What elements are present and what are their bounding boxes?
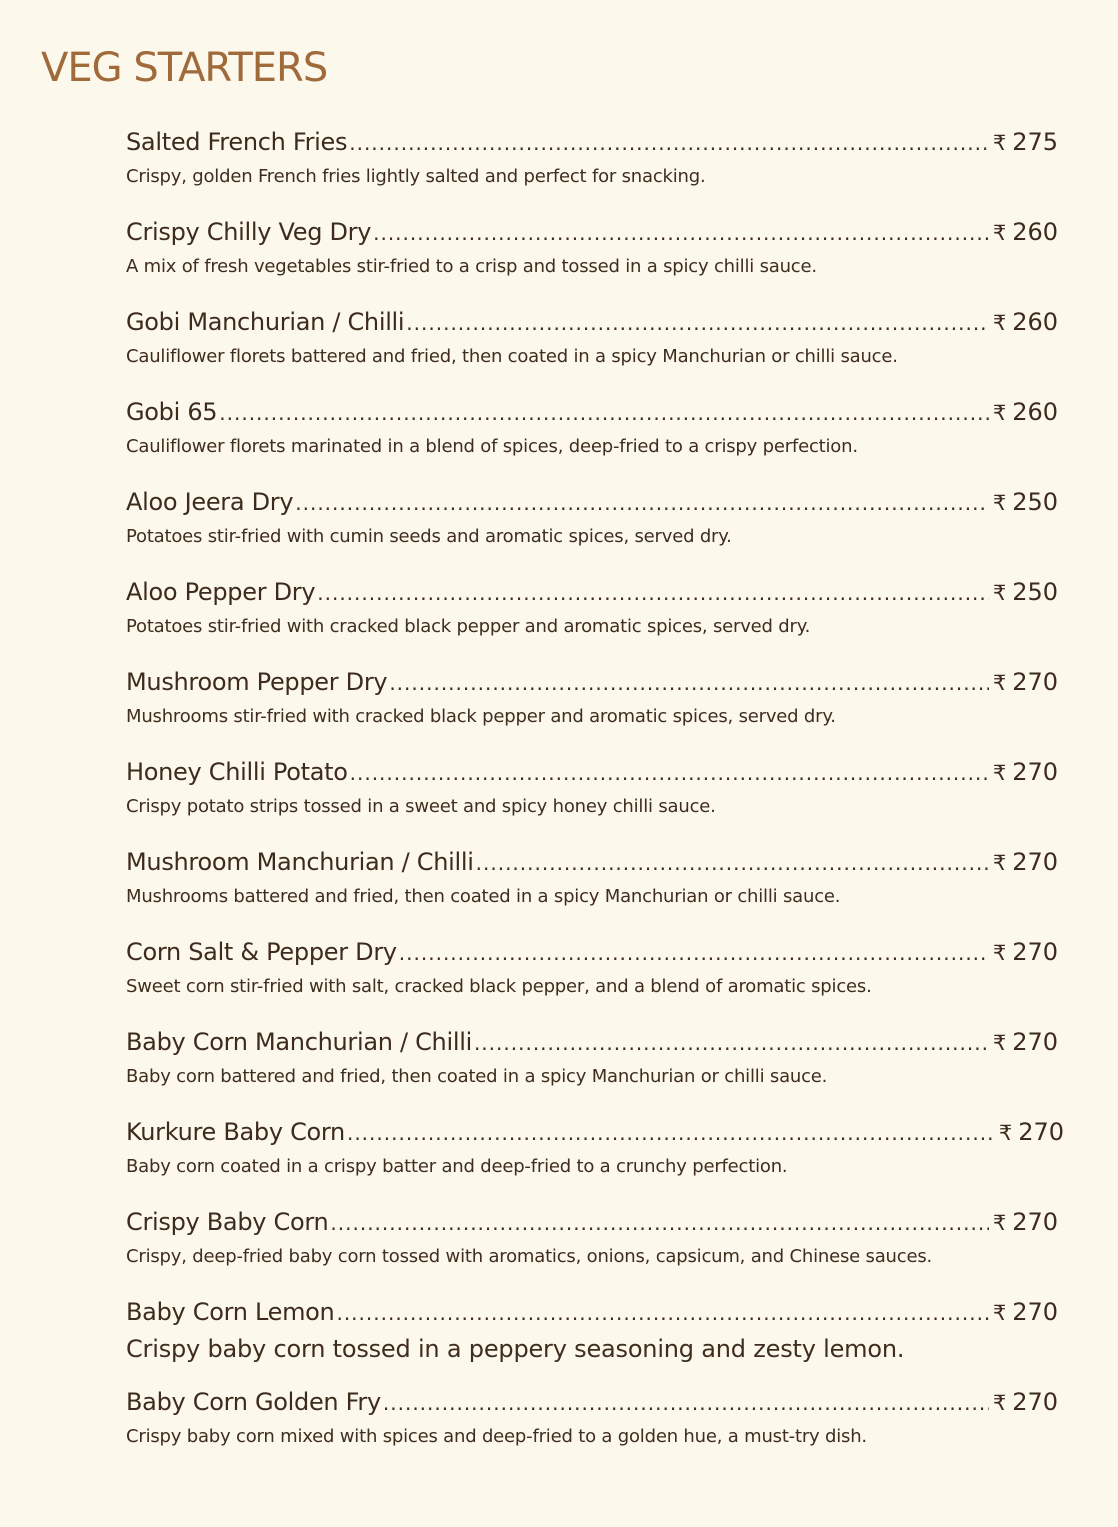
rupee-symbol: ₹ — [992, 671, 1007, 695]
menu-item-corn-salt-pepper-dry — [126, 938, 1058, 1028]
dot-leader — [330, 1211, 988, 1235]
dot-leader — [406, 311, 989, 335]
menu-item-mushroom-pepper-dry — [126, 668, 1058, 758]
item-description: Potatoes stir-fried with cumin seeds and aromatic spices, served dry. — [126, 526, 732, 547]
price-value: 270 — [1012, 668, 1058, 696]
menu-item-kurkure-baby-corn — [126, 1118, 1064, 1208]
price-value: 260 — [1012, 398, 1058, 426]
item-name: Mushroom Manchurian / Chilli — [126, 848, 474, 876]
item-price — [993, 938, 1058, 966]
item-name: Gobi Manchurian / Chilli — [126, 308, 405, 336]
dot-leader — [295, 491, 989, 515]
dot-leader — [476, 851, 989, 875]
rupee-symbol: ₹ — [992, 1301, 1007, 1325]
dot-leader — [373, 221, 989, 245]
item-name: Aloo Pepper Dry — [126, 578, 316, 606]
item-name: Kurkure Baby Corn — [126, 1118, 345, 1146]
item-name: Crispy Baby Corn — [126, 1208, 329, 1236]
dot-leader — [336, 1301, 988, 1325]
price-value: 270 — [1018, 1118, 1064, 1146]
item-price — [993, 578, 1058, 606]
item-price — [993, 1208, 1058, 1236]
menu-item-gobi-manchurian-chilli — [126, 308, 1058, 398]
item-price — [999, 1118, 1064, 1146]
dot-leader — [383, 1391, 989, 1415]
item-price — [993, 218, 1058, 246]
item-description: Sweet corn stir-fried with salt, cracked black pepper, and a blend of aromatic spices. — [126, 976, 872, 997]
item-price — [993, 668, 1058, 696]
dot-leader — [347, 1121, 995, 1145]
rupee-symbol: ₹ — [992, 1391, 1007, 1415]
item-name: Baby Corn Golden Fry — [126, 1388, 381, 1416]
item-price — [993, 758, 1058, 786]
menu-item-crispy-chilly-veg-dry — [126, 218, 1058, 308]
price-value: 260 — [1012, 218, 1058, 246]
rupee-symbol: ₹ — [992, 491, 1007, 515]
item-price — [993, 128, 1058, 156]
price-value: 250 — [1012, 578, 1058, 606]
item-description: Crispy baby corn tossed in a peppery seasoning and zesty lemon. — [126, 1335, 905, 1363]
item-description: Crispy baby corn mixed with spices and deep-fried to a golden hue, a must-try dish. — [126, 1426, 867, 1447]
dot-leader — [399, 941, 989, 965]
menu-item-baby-corn-manchurian-chilli — [126, 1028, 1058, 1118]
rupee-symbol: ₹ — [992, 221, 1007, 245]
item-price — [993, 1028, 1058, 1056]
item-description: Mushrooms battered and fried, then coated in a spicy Manchurian or chilli sauce. — [126, 886, 841, 907]
item-name: Crispy Chilly Veg Dry — [126, 218, 372, 246]
rupee-symbol: ₹ — [992, 131, 1007, 155]
item-description: Crispy, golden French fries lightly salted and perfect for snacking. — [126, 166, 706, 187]
menu-item-aloo-jeera-dry — [126, 488, 1058, 578]
item-description: Baby corn battered and fried, then coated in a spicy Manchurian or chilli sauce. — [126, 1066, 828, 1087]
item-name: Baby Corn Lemon — [126, 1298, 335, 1326]
rupee-symbol: ₹ — [992, 581, 1007, 605]
rupee-symbol: ₹ — [992, 1211, 1007, 1235]
item-description: Cauliflower florets marinated in a blend of spices, deep-fried to a crispy perfection. — [126, 436, 858, 457]
menu-item-aloo-pepper-dry — [126, 578, 1058, 668]
item-price — [993, 488, 1058, 516]
menu-item-mushroom-manchurian-chilli — [126, 848, 1058, 938]
item-description: Baby corn coated in a crispy batter and deep-fried to a crunchy perfection. — [126, 1156, 788, 1177]
rupee-symbol: ₹ — [992, 761, 1007, 785]
item-description: A mix of fresh vegetables stir-fried to a crisp and tossed in a spicy chilli sauce. — [126, 256, 817, 277]
rupee-symbol: ₹ — [998, 1121, 1013, 1145]
menu-item-gobi-65 — [126, 398, 1058, 488]
price-value: 270 — [1012, 848, 1058, 876]
dot-leader — [219, 401, 989, 425]
menu-items-list — [126, 128, 1064, 1478]
item-description: Crispy potato strips tossed in a sweet and spicy honey chilli sauce. — [126, 796, 716, 817]
dot-leader — [474, 1031, 989, 1055]
item-price — [993, 1298, 1058, 1326]
item-description: Mushrooms stir-fried with cracked black pepper and aromatic spices, served dry. — [126, 706, 836, 727]
price-value: 260 — [1012, 308, 1058, 336]
price-value: 250 — [1012, 488, 1058, 516]
item-price — [993, 1388, 1058, 1416]
item-name: Salted French Fries — [126, 128, 348, 156]
rupee-symbol: ₹ — [992, 401, 1007, 425]
item-name: Aloo Jeera Dry — [126, 488, 294, 516]
menu-item-salted-french-fries — [126, 128, 1058, 218]
item-price — [993, 308, 1058, 336]
price-value: 270 — [1012, 1028, 1058, 1056]
item-name: Mushroom Pepper Dry — [126, 668, 388, 696]
menu-item-baby-corn-golden-fry — [126, 1388, 1058, 1478]
item-price — [993, 398, 1058, 426]
price-value: 270 — [1012, 938, 1058, 966]
rupee-symbol: ₹ — [992, 941, 1007, 965]
menu-item-baby-corn-lemon — [126, 1298, 1058, 1388]
price-value: 270 — [1012, 1388, 1058, 1416]
price-value: 270 — [1012, 758, 1058, 786]
rupee-symbol: ₹ — [992, 311, 1007, 335]
item-name: Gobi 65 — [126, 398, 218, 426]
item-name: Baby Corn Manchurian / Chilli — [126, 1028, 472, 1056]
price-value: 275 — [1012, 128, 1058, 156]
menu-item-crispy-baby-corn — [126, 1208, 1058, 1298]
rupee-symbol: ₹ — [992, 851, 1007, 875]
dot-leader — [349, 131, 989, 155]
dot-leader — [350, 761, 989, 785]
item-name: Corn Salt & Pepper Dry — [126, 938, 397, 966]
price-value: 270 — [1012, 1298, 1058, 1326]
menu-item-honey-chilli-potato — [126, 758, 1058, 848]
item-name: Honey Chilli Potato — [126, 758, 348, 786]
item-description: Potatoes stir-fried with cracked black pepper and aromatic spices, served dry. — [126, 616, 811, 637]
item-description: Cauliflower florets battered and fried, then coated in a spicy Manchurian or chilli sauce. — [126, 346, 898, 367]
dot-leader — [389, 671, 989, 695]
price-value: 270 — [1012, 1208, 1058, 1236]
item-price — [993, 848, 1058, 876]
page-title: VEG STARTERS — [41, 45, 328, 91]
dot-leader — [317, 581, 989, 605]
rupee-symbol: ₹ — [992, 1031, 1007, 1055]
item-description: Crispy, deep-fried baby corn tossed with aromatics, onions, capsicum, and Chinese sauces. — [126, 1246, 933, 1267]
